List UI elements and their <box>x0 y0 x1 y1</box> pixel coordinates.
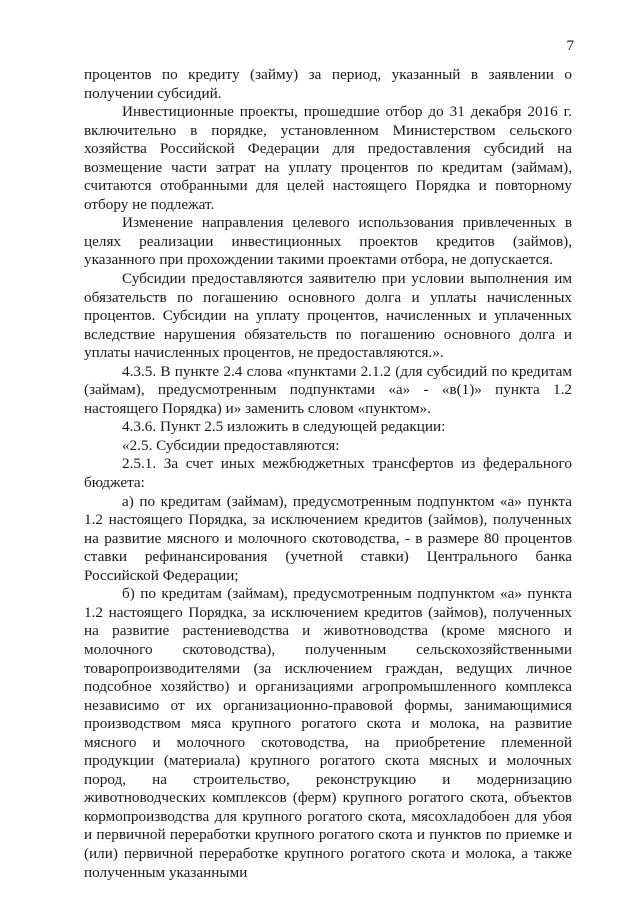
paragraph-investment-projects: Инвестиционные проекты, прошедшие отбор до 31 декабря 2016 г. включительно в порядке, установленном Министерством сельского хозяйства Российской Федерации для предоставления субсидий на возмещение части затрат на уплату процентов по кредитам (займам), считаются отобранными для целей настоящего Порядка и повторному отбору не подлежат. <box>84 103 572 213</box>
page-number: 7 <box>566 38 574 54</box>
paragraph-subitem-b: б) по кредитам (займам), предусмотренным подпунктом «а» пункта 1.2 настоящего Порядка, за исключением кредитов (займов), полученных на развитие растениеводства и животноводства (кроме мясного и молочного скотоводства), полученным сельскохозяйственными товаропроизводителями (за исключением граждан, ведущих личное подсобное хозяйство) и организациями агропромышленного комплекса независимо от их организационно-правовой формы, занимающимися производством мяса крупного рогатого скота и молока, на развитие мясного и молочного скотоводства, на приобретение племенной продукции (материала) крупного рогатого скота мясных и молочных пород, на строительство, реконструкцию и модернизацию животноводческих комплексов (ферм) крупного рогатого скота, объектов кормопроизводства для крупного рогатого скота, мясохладобоен для убоя и первичной переработки крупного рогатого скота и пунктов по приемке и (или) первичной переработке крупного рогатого скота и молока, а также полученным указанными <box>84 585 572 881</box>
paragraph-item-2-5-1: 2.5.1. За счет иных межбюджетных трансфертов из федерального бюджета: <box>84 455 572 492</box>
paragraph-item-4-3-6: 4.3.6. Пункт 2.5 изложить в следующей редакции: <box>122 418 446 436</box>
paragraph-item-4-3-5: 4.3.5. В пункте 2.4 слова «пунктами 2.1.2 (для субсидий по кредитам (займам), предусмотренным подпунктами «а» - «в(1)» пункта 1.2 настоящего Порядка) и» заменить словом «пунктом». <box>84 362 572 417</box>
paragraph-subitem-a: а) по кредитам (займам), предусмотренным подпунктом «а» пункта 1.2 настоящего Порядка, за исключением кредитов (займов), полученных на развитие мясного и молочного скотоводства, - в размере 80 процентов ставки рефинансирования (учетной ставки) Центрального банка Российской Федерации; <box>84 492 572 584</box>
document-body <box>84 66 572 882</box>
paragraph-subsidy-conditions: Субсидии предоставляются заявителю при условии выполнения им обязательств по погашению основного долга и уплаты начисленных процентов. Субсидии на уплату процентов, начисленных и уплаченных вследствие нарушения обязательств по погашению основного долга и уплаты начисленных процентов, не предоставляются.». <box>84 270 572 362</box>
paragraph-target-use-change: Изменение направления целевого использования привлеченных в целях реализации инвестиционных проектов кредитов (займов), указанного при прохождении такими проектами отбора, не допускается. <box>84 214 572 269</box>
paragraph-item-2-5: «2.5. Субсидии предоставляются: <box>122 436 340 454</box>
paragraph-interest-period: процентов по кредиту (займу) за период, указанный в заявлении о получении субсидий. <box>84 66 572 102</box>
